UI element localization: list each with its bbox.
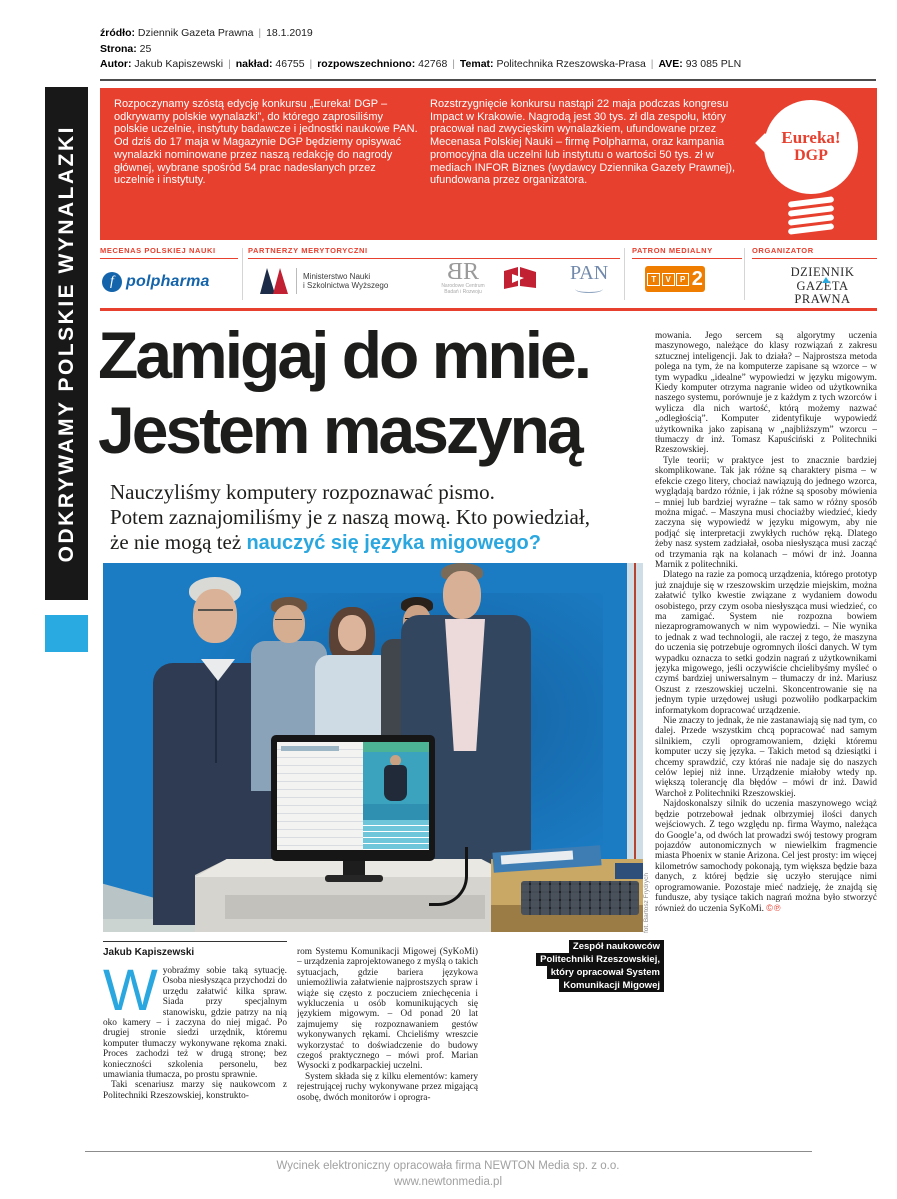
footer-rule: [85, 1151, 812, 1152]
polpharma-icon: f: [102, 272, 122, 292]
polpharma-logo: [102, 272, 210, 292]
team-photo: [103, 563, 643, 932]
lead-highlight: nauczyć się języka migowego?: [246, 532, 541, 554]
topic-label: Temat:: [459, 58, 494, 70]
source-label: źródło:: [100, 27, 135, 39]
ncbr-caption: Narodowe Centrum Badań i Rozwoju: [441, 283, 485, 295]
photo-credit: fot. Bartosz Frydrych: [643, 873, 650, 933]
polpharma-wordmark: polpharma: [126, 273, 210, 290]
monitor-base: [325, 875, 383, 882]
footer-url: www.newtonmedia.pl: [393, 1176, 503, 1188]
footer-credit: Wycinek elektroniczny opracowała firma NEWTON Media sp. z o.o.: [276, 1160, 620, 1172]
meta-author-line: [100, 57, 880, 73]
page-value: 25: [139, 42, 152, 55]
paragraph: Dlatego na razie za pomocą urządzenia, którego prototyp już znajduje się w rzeszowskim urzędzie miejskim, można załatwić tylko kwestie związane z wydaniem dowodu osobistego, przy czym osoba niesłysząca musi wiedzieć, co ma zamigać. System nie rozpozna bowiem niezaprogramowanych w nim wypowiedzi. – Nie wynika to jednak z wad technologii, ale raczej z tego, że maszyna do uczenia się potrzebuje ogromnych ilości danych. W tym wypadku oznacza to setki godzin nagrań z użytkownikami języka migowego, jeśli oczywiście chcielibyśmy myśleć o czymś bardziej uniwersalnym – tłumaczy dr inż. Mariusz Oszust z rzeszowskiej uczelni. Skoncentrowanie się na jednym typie urzędowej usługi pozwoliło podkarpackim informatykom dopracować urządzenie.: [655, 570, 877, 716]
separator: |: [309, 58, 313, 70]
author-label: Autor:: [100, 58, 132, 70]
series-vertical-banner: [45, 87, 88, 600]
separator: |: [258, 27, 262, 39]
red-divider-rule: [100, 308, 877, 311]
divider: [242, 248, 243, 300]
dgp-organizer-logo: DZIENNIK GAZETA PRAWNA: [790, 265, 855, 306]
screen-avatar-topband: [363, 742, 429, 752]
series-title: ODKRYWAMY POLSKIE WYNALAZKI: [54, 124, 78, 563]
paragraph: System składa się z kilku elementów: kamery rejestrującej ruchy wykonywane przez migającą osobę, dwóch monitorów i oprogra-: [297, 1071, 478, 1103]
banner-right-text: Rozstrzygnięcie konkursu nastąpi 22 maja podczas kongresu Impact w Krakowie. Nagrodą jest 30 tys. zł dla zespołu, który pracował nad zwycięskim wynalazkiem, ufundowane przez Mecenasa Polskiej Nauki – firmę Polpharma, oraz kampania promocyjna dla uczelni lub instytutu o wartości 50 tys. zł w mediach INFOR Biznes (wydawcy Dziennika Gazety Prawnej), ufundowana przez organizatora.: [430, 98, 736, 187]
print-run-value: 46755: [275, 58, 305, 70]
ave-value: 93 085 PLN: [685, 58, 742, 70]
separator: |: [228, 58, 231, 70]
person-2-glasses: [275, 619, 302, 627]
headline-line1: Zamigaj do mnie.: [98, 318, 590, 392]
cyan-square: [45, 615, 88, 652]
paragraph: Taki scenariusz marzy się naukowcom z Politechniki Rzeszowskiej, konstrukto-: [103, 1080, 287, 1101]
header-rule: [100, 79, 876, 81]
footer: [98, 1158, 798, 1190]
red-cable: [634, 563, 636, 868]
banner-left-text: Rozpoczynamy szóstą edycję konkursu „Eureka! DGP – odkrywamy polskie wynalazki”, do którego zaprosiliśmy polskie uczelnie, instytuty badawcze i jednostki naukowe PAN. Od dziś do 17 maja w Magazynie DGP będziemy opisywać wynalazki nominowane przez naszą redakcję do nagrody głównej, wybrane spośród 54 prac nadesłanych przez uczelnie i instytuty.: [114, 98, 418, 187]
pan-letters: PAN: [570, 262, 609, 284]
screen-form-panel: [277, 742, 363, 850]
keyboard: [521, 881, 639, 915]
partner-book-logo: [502, 266, 538, 295]
ave-label: AVE:: [658, 58, 683, 70]
paragraph: Najdoskonalszy silnik do uczenia maszynowego wciąż będzie potrzebował jednak olbrzymiej ilości danych wejściowych. Z tego względu np. firma Waymo, należąca do Google’a, od dwóch lat prowadzi swój testowy program pojazdów autonomicznych w niewielkim fragmencie miasta Phoenix w stanie Arizona. Cel jest prosty: im więcej kilometrów samochody pokonają, tym większa będzie baza danych, z której będzie się uczyło sterujące nimi oprogramowanie. Pozostaje mieć nadzieję, że znajdą się fundusze, aby tysiące takich nagrań można było stworzyć również do uczenia SyKoMi. ©℗: [655, 799, 877, 915]
source-value: Dziennik Gazeta Prawna: [137, 27, 254, 39]
paragraph: mowania. Jego sercem są algorytmy uczenia maszynowego, należące do klasy rozwiązań z zakresu sztucznej inteligencji. Jak to działa? – Najprostsza metoda polega na tym, że na komputerze zapisane są wzorce – w tym wypadku „idealne” wypowiedzi w języku migowym. Kiedy komputer otrzyma nagranie wideo od użytkownika naszego systemu, porównuje je z każdym z tych wzorców i wylicza dla nich wartość, którą możemy nazwać „odległością”. Komputer zidentyfikuje wypowiedź użytkownika jako zapisaną w „najbliższym” wzorcu – tłumaczy dr inż. Tomasz Kapuściński z Politechniki Rzeszowskiej.: [655, 331, 877, 456]
divider: [296, 268, 297, 294]
tvp2-logo: [645, 266, 705, 292]
contest-banner: [100, 88, 877, 240]
caption-line: Politechniki Rzeszowskiej,: [536, 953, 664, 966]
paragraph: Tyle teorii; w praktyce jest to znacznie bardziej skomplikowane. Tak jak różne są charaktery pisma – w efekcie czego litery, chociaż nawiązują do jednego wzorca, wyglądają bardzo różnie, i jak różne są sposoby mówienia – mniej lub bardziej wyraźne – tak samo w różny sposób można migać. – Maszyna musi chociażby wiedzieć, kiedy zaczyna się wypowiedź w języku migowym, aby nie podjąć się interpretacji zwykłych ruchów ręką. Dlatego żeby nasz system zadziałał, osoba niesłysząca musi zacząć od trzymania rąk na kolanach – mówi dr inż. Joanna Marnik z politechniki.: [655, 455, 877, 570]
patron-label: PATRON MEDIALNY: [632, 246, 742, 259]
eureka-logo-line2: DGP: [794, 147, 828, 164]
tvp-letter-v: V: [662, 273, 675, 286]
tvp-letter-t: T: [647, 273, 660, 286]
headline-line2: Jestem maszyną: [98, 393, 581, 467]
drop-cap: W: [103, 966, 158, 1023]
meta-source-line: [100, 26, 880, 42]
ncbr-letters: BR: [446, 259, 480, 285]
person-5-head: [443, 571, 481, 619]
author-value: Jakub Kapiszewski: [134, 58, 224, 70]
pan-logo: [570, 262, 608, 293]
book-icon: [502, 266, 538, 290]
tvp-letter-p: P: [676, 273, 689, 286]
person-1-zip: [215, 673, 217, 763]
eureka-logo-line1: Eureka!: [781, 128, 841, 147]
byline-rule: [103, 941, 287, 942]
paragraph: Nie znaczy to jednak, że nie zastanawiają się nad tym, co dalej. Przede wszystkim chcą popracować nad samym silnikiem, czyli oprogramowaniem, dzięki któremu komputer uczy się języka. – Takich metod są dziesiątki i chcemy sprawdzić, czy któraś nie nadaje się do naszych celów lepiej niż inne. Urządzenie miałoby wtedy np. większą tolerancję dla błędów – mówi dr inż. Dawid Warchoł z Politechniki Rzeszowskiej.: [655, 716, 877, 799]
distribution-value: 42768: [418, 58, 448, 70]
screen-avatar-bottom: [363, 820, 429, 850]
lead-line2: Potem zaznajomiliśmy je z naszą mową. Kto powiedział,: [110, 505, 590, 529]
organizer-label: ORGANIZATOR: [752, 246, 877, 259]
lead-line1: Nauczyliśmy komputery rozpoznawać pismo.: [110, 480, 495, 504]
article-lead: [110, 480, 670, 556]
caption-line: Zespół naukowców: [569, 940, 664, 953]
print-run-label: nakład:: [235, 58, 273, 70]
mecenas-label: MECENAS POLSKIEJ NAUKI: [100, 246, 238, 259]
lead-line3: że nie mogą też nauczyć się języka migowego?: [110, 530, 541, 554]
copyright-marks: ©℗: [766, 903, 782, 914]
byline: Jakub Kapiszewski: [103, 947, 195, 958]
date-value: 18.1.2019: [266, 27, 313, 39]
tvp-number-2: 2: [691, 268, 703, 290]
person-1-glasses: [198, 609, 233, 620]
person-3-head: [338, 615, 366, 651]
divider: [624, 248, 625, 300]
caption-line: który opracował System: [547, 966, 664, 979]
separator: |: [650, 58, 654, 70]
divider: [744, 248, 745, 300]
page-label: Strona:: [100, 42, 137, 55]
screen-form-header: [281, 746, 339, 751]
blue-book: [615, 863, 643, 879]
ministry-name: Ministerstwo Nauki i Szkolnictwa Wyższego: [303, 271, 389, 290]
article-headline: [98, 318, 658, 468]
sponsors-strip: [100, 246, 877, 306]
ncbr-logo: [428, 260, 498, 295]
dgp-blue-accent: [822, 277, 830, 283]
distribution-label: rozpowszechniono:: [317, 58, 416, 70]
clipping-metadata: [100, 26, 880, 73]
paragraph: Wyobraźmy sobie taką sytuację. Osoba niesłysząca przychodzi do urzędu załatwić kilka spraw. Siada przy specjalnym stanowisku, gdzie patrzy na nią oko kamery – i zaczyna do niej migać. Po drugiej stronie siedzi urzędnik, któremu komputer tłumaczy wykonywane rękoma znaki. Proces zachodzi też w drugą stronę; bez konieczności szkolenia personelu, bez umawiania tłumacza, po prostu sprawnie.: [103, 966, 287, 1081]
bulb-screw-icon: [784, 196, 838, 232]
topic-value: Politechnika Rzeszowska-Prasa: [496, 58, 646, 70]
separator: |: [452, 58, 455, 70]
ministry-m-icon: [260, 268, 290, 294]
caption-line: Komunikacji Migowej: [559, 979, 664, 992]
pan-wave-icon: [575, 285, 603, 293]
paragraph: rom Systemu Komunikacji Migowej (SyKoMi) – urządzenia zaprojektowanego z myślą o takich sytuacjach, gdzie bariera językowa uniemożliwia załatwienie najprostszych spraw i wiąże się często z poczuciem zniechęcenia i wykluczenia u osób komunikujących się językiem migowym. – Od ponad 20 lat zajmujemy się rozpoznawaniem gestów wykonywanych rękami. Chcieliśmy wreszcie wykorzystać to doświadczenie do budowy czegoś praktycznego – mówi prof. Marian Wysocki z podkarpackiej uczelni.: [297, 947, 478, 1072]
body-column-right: [655, 331, 877, 1119]
body-column-1: [103, 966, 287, 1136]
meta-page-line: [100, 42, 880, 58]
partners-label: PARTNERZY MERYTORYCZNI: [248, 246, 620, 259]
body-column-2: [297, 947, 478, 1136]
sign-avatar-body: [384, 765, 407, 801]
screen-avatar-band: [363, 804, 429, 820]
eureka-dgp-logo: [764, 100, 858, 194]
ministry-logo: [260, 268, 388, 294]
